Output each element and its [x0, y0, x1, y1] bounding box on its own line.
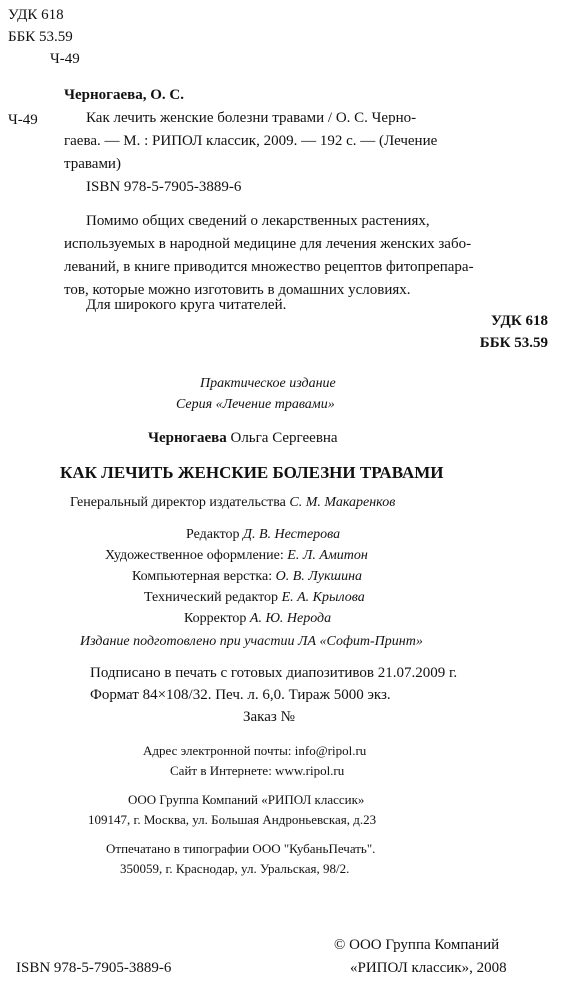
tech-editor-name: Е. А. Крылова [278, 590, 365, 605]
footer-isbn: ISBN 978-5-7905-3889-6 [16, 960, 172, 976]
director-label: Генеральный директор издательства [70, 495, 286, 510]
email-line: Адрес электронной почты: info@ripol.ru [143, 743, 367, 758]
layout-name: О. В. Лукшина [272, 569, 363, 584]
editor-label: Редактор [186, 527, 240, 542]
bbk-code: ББК 53.59 [8, 29, 73, 45]
tech-editor-label: Технический редактор [144, 590, 279, 605]
author-mark-side: Ч-49 [8, 112, 38, 128]
editor-name: Д. В. Нестерова [239, 527, 341, 542]
copyright-line: © ООО Группа Компаний [334, 937, 500, 953]
isbn: ISBN 978-5-7905-3889-6 [86, 179, 242, 195]
art-label: Художественное оформление: [105, 548, 284, 563]
proofreader-line [184, 610, 331, 628]
author-given-names: Ольга Сергеевна [226, 430, 338, 446]
udk-code: УДК 618 [8, 7, 64, 23]
website-line: Сайт в Интернете: www.ripol.ru [170, 763, 345, 778]
edition-type: Практическое издание [200, 376, 336, 391]
art-line [105, 547, 368, 565]
description-line: Как лечить женские болезни травами / О. С. Черно- [86, 110, 417, 126]
series: Серия «Лечение травами» [176, 397, 335, 412]
author-heading: Черногаева, О. С. [64, 87, 184, 103]
udk-code-right: УДК 618 [491, 313, 548, 329]
author-surname: Черногаева [148, 430, 227, 446]
copyright-line: «РИПОЛ классик», 2008 [350, 960, 507, 976]
description-line: травами) [64, 156, 121, 172]
editor-line [186, 526, 340, 544]
annotation-line: Для широкого круга читателей. [86, 297, 287, 313]
proofreader-name: А. Ю. Нерода [246, 611, 332, 626]
publisher-address: 109147, г. Москва, ул. Большая Андроньевская, д.23 [88, 812, 377, 827]
annotation-line: тов, которые можно изготовить в домашних условиях. [64, 282, 411, 298]
book-title: КАК ЛЕЧИТЬ ЖЕНСКИЕ БОЛЕЗНИ ТРАВАМИ [60, 463, 444, 482]
tech-editor-line [144, 589, 365, 607]
author-full-name [148, 429, 338, 448]
publisher-name: ООО Группа Компаний «РИПОЛ классик» [128, 792, 365, 807]
director-line [70, 494, 395, 512]
art-name: Е. Л. Амитон [283, 548, 368, 563]
bibliographic-description [86, 109, 552, 128]
order-number: Заказ № [243, 709, 295, 725]
annotation-line: леваний, в книге приводится множество рецептов фитопрепара- [64, 259, 474, 275]
layout-label: Компьютерная верстка: [132, 569, 273, 584]
printer-address: 350059, г. Краснодар, ул. Уральская, 98/2. [120, 861, 350, 876]
annotation-line: Помимо общих сведений о лекарственных растениях, [86, 213, 430, 229]
director-name: С. М. Макаренков [285, 495, 396, 510]
format-info: Формат 84×108/32. Печ. л. 6,0. Тираж 5000 экз. [90, 687, 391, 703]
prepared-note: Издание подготовлено при участии ЛА «Софит-Принт» [80, 634, 423, 649]
annotation-line: используемых в народной медицине для лечения женских забо- [64, 236, 472, 252]
signed-to-print: Подписано в печать с готовых диапозитивов 21.07.2009 г. [90, 665, 458, 681]
proofreader-label: Корректор [184, 611, 247, 626]
bbk-code-right: ББК 53.59 [479, 335, 548, 351]
layout-line [132, 568, 362, 586]
description-line: гаева. — М. : РИПОЛ классик, 2009. — 192 с. — (Лечение [64, 133, 438, 149]
author-mark: Ч-49 [50, 51, 80, 67]
printer-name: Отпечатано в типографии ООО "КубаньПечать". [106, 841, 376, 856]
